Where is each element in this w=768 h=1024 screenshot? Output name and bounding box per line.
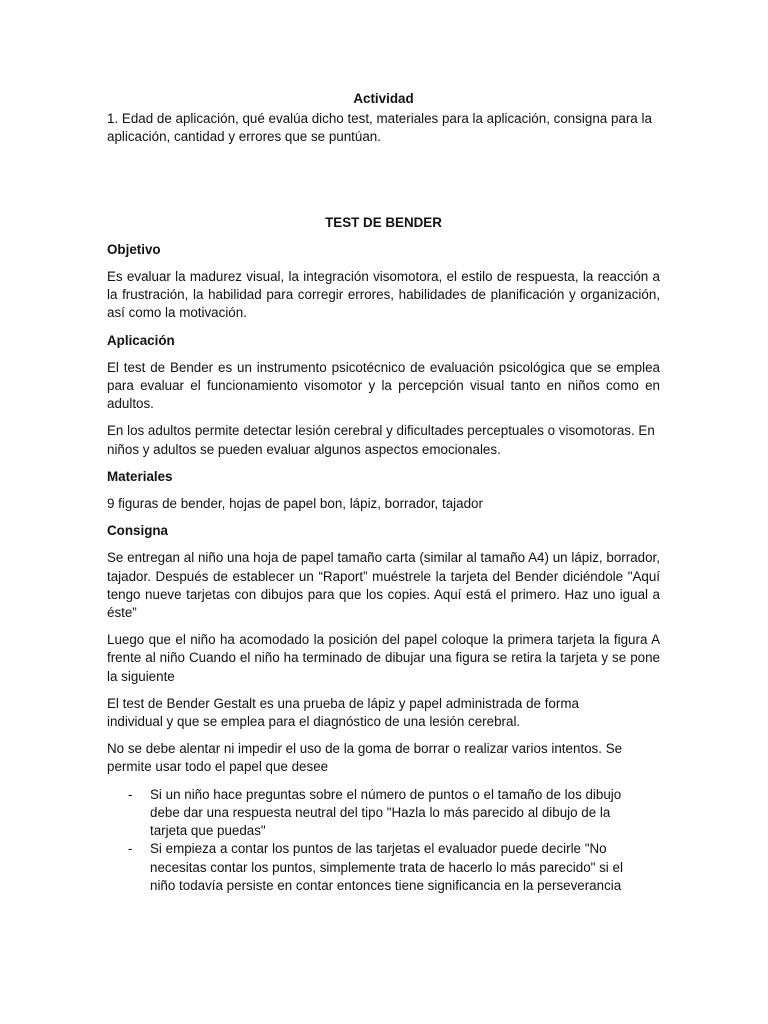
materiales-text: 9 figuras de bender, hojas de papel bon, lápiz, borrador, tajador [107, 496, 483, 512]
bullet-text: Si empieza a contar los puntos de las tarjetas el evaluador puede decirle "No necesitas contar los puntos, simplemente trata de hacerlo lo más parecido" si el niño todavía persiste en contar entonces tiene significancia en la perseverancia [150, 841, 623, 893]
consigna-paragraph-1: Se entregan al niño una hoja de papel tamaño carta (similar al tamaño A4) un lápiz, borrador, tajador. Después de establecer un “Raport” muéstrele la tarjeta del Bender diciéndole "Aquí tengo nueve tarjetas con dibujos para que los copies. Aquí está el primero. Haz uno igual a éste” [107, 550, 660, 621]
bullet-dash: - [128, 841, 133, 857]
objetivo-heading: Objetivo [107, 241, 161, 257]
consigna-heading: Consigna [107, 523, 169, 539]
document-page [107, 90, 660, 895]
aplicacion-paragraph-2: En los adultos permite detectar lesión cerebral y dificultades perceptuales o visomotoras. En niños y adultos se pueden evaluar algunos aspectos emocionales. [107, 423, 655, 457]
consigna-bullet-list [107, 786, 660, 895]
bullet-dash: - [128, 786, 133, 802]
consigna-paragraph-3: El test de Bender Gestalt es una prueba de lápiz y papel administrada de forma individual y que se emplea para el diagnóstico de una lesión cerebral. [107, 695, 579, 730]
list-item [107, 840, 647, 895]
list-item [107, 786, 647, 841]
aplicacion-paragraph-1: El test de Bender es un instrumento psicotécnico de evaluación psicológica que se emplea para evaluar el funcionamiento visomotor y la percepción visual tanto en niños como en adultos. [107, 359, 660, 412]
activity-question: 1. Edad de aplicación, qué evalúa dicho test, materiales para la aplicación, consigna para la aplicación, cantidad y errores que se puntúan. [107, 111, 652, 145]
materiales-heading: Materiales [107, 468, 173, 484]
objetivo-text: Es evaluar la madurez visual, la integración visomotora, el estilo de respuesta, la reacción a la frustración, la habilidad para corregir errores, habilidades de planificación y organización, así como la motivación. [107, 269, 660, 321]
consigna-paragraph-4: No se debe alentar ni impedir el uso de la goma de borrar o realizar varios intentos. Se permite usar todo el papel que desee [107, 741, 623, 775]
test-title: TEST DE BENDER [325, 214, 442, 230]
activity-title: Actividad [353, 91, 414, 106]
bullet-text: Si un niño hace preguntas sobre el número de puntos o el tamaño de los dibujo debe dar una respuesta neutral del tipo "Hazla lo más parecido al dibujo de la tarjeta que puedas" [150, 786, 622, 839]
aplicacion-heading: Aplicación [107, 332, 175, 348]
consigna-paragraph-2: Luego que el niño ha acomodado la posición del papel coloque la primera tarjeta la figura A frente al niño Cuando el niño ha terminado de dibujar una figura se retira la tarjeta y se pone la siguiente [107, 632, 660, 684]
